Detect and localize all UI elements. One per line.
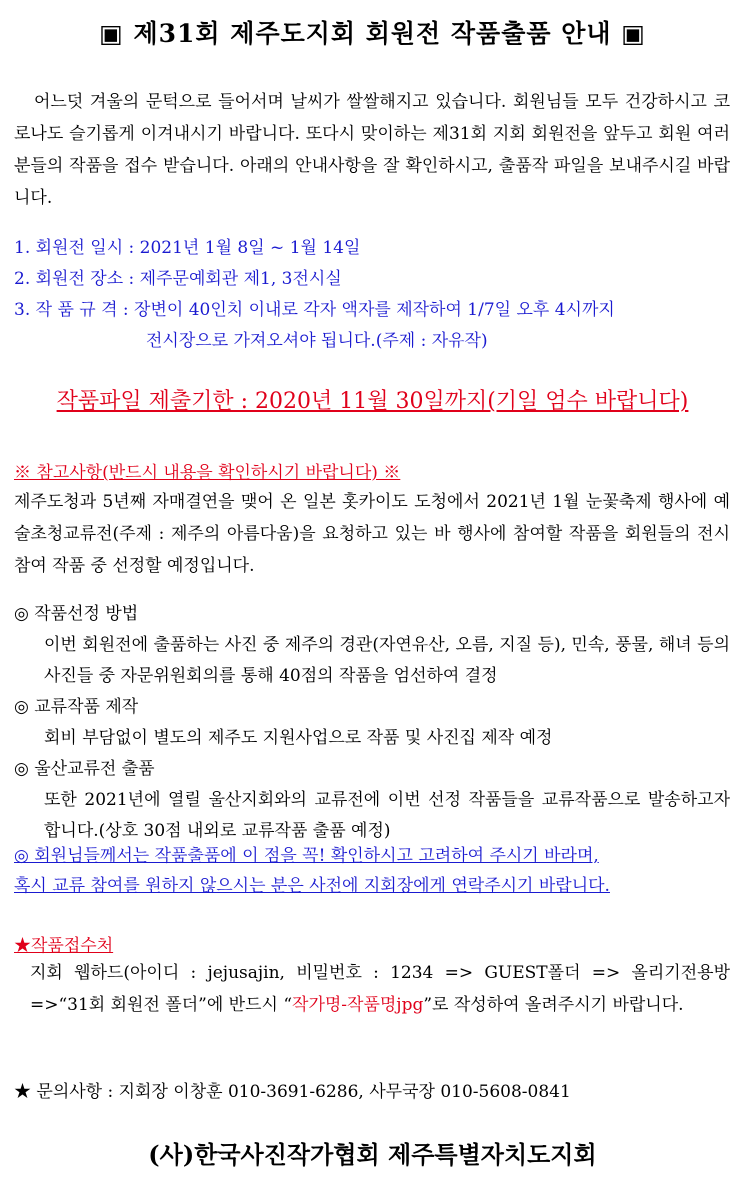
contact-info: ★ 문의사항 : 지회장 이창훈 010-3691-6286, 사무국장 010-5608-0841 (14, 1082, 571, 1102)
submission-deadline: 작품파일 제출기한 : 2020년 11월 30일까지(기일 엄수 바랍니다) (56, 389, 689, 414)
notice-line-1: ◎ 회원님들께서는 작품출품에 이 점을 꼭! 확인하시고 고려하여 주시기 바라며, (14, 846, 599, 866)
section-ulsan-exchange-title: ◎ 울산교류전 출품 (14, 759, 155, 779)
reception-heading: ★작품접수처 (14, 936, 114, 956)
reference-heading: ※ 참고사항(반드시 내용을 확인하시기 바랍니다) ※ (14, 463, 401, 483)
section-exchange-production-body: 회비 부담없이 별도의 제주도 지원사업으로 작품 및 사진집 제작 예정 (44, 728, 553, 748)
filename-format-highlight: 작가명-작품명jpg (292, 995, 424, 1015)
section-exchange-production-title: ◎ 교류작품 제작 (14, 697, 139, 717)
section-ulsan-exchange-body: 또한 2021년에 열릴 울산지회와의 교류전에 이번 선정 작품들을 교류작품으로 발송하고자 합니다.(상호 30점 내외로 교류작품 출품 예정) (44, 790, 730, 841)
reception-text-before: 지회 웹하드(아이디 : jejusajin, 비밀번호 : 1234 => GUEST폴더 => 올리기전용방 =>“31회 회원전 폴더”에 반드시 “ (30, 963, 730, 1015)
notice-line-2: 혹시 교류 참여를 원하지 않으시는 분은 사전에 지회장에게 연락주시기 바랍니다. (14, 876, 610, 896)
info-venue: 2. 회원전 장소 : 제주문예회관 제1, 3전시실 (14, 269, 342, 289)
info-spec-continued: 전시장으로 가져오셔야 됩니다.(주제 : 자유작) (146, 331, 488, 351)
organization-footer: (사)한국사진작가협회 제주특별자치도지회 (148, 1140, 597, 1169)
section-selection-method-body: 이번 회원전에 출품하는 사진 중 제주의 경관(자연유산, 오름, 지질 등), 민속, 풍물, 해녀 등의 사진들 중 자문위원회의를 통해 40점의 작품을 엄선하여 결정 (44, 635, 730, 686)
intro-paragraph: 어느덧 겨울의 문턱으로 들어서며 날씨가 쌀쌀해지고 있습니다. 회원님들 모두 건강하시고 코로나도 슬기롭게 이겨내시기 바랍니다. 또다시 맞이하는 제31회 지회 회원전을 앞두고 회원 여러분들의 작품을 접수 받습니다. 아래의 안내사항을 잘 확인하시고, 출품작 파일을 보내주시길 바랍니다. (14, 92, 730, 208)
section-selection-method-title: ◎ 작품선정 방법 (14, 604, 139, 624)
reference-body: 제주도청과 5년째 자매결연을 맺어 온 일본 홋카이도 도청에서 2021년 1월 눈꽃축제 행사에 예술초청교류전(주제 : 제주의 아름다움)을 요청하고 있는 바 행사에 참여할 작품을 회원들의 전시 참여 작품 중 선정할 예정입니다. (14, 492, 730, 576)
reception-body (30, 957, 730, 1021)
event-info-list (14, 233, 730, 357)
reception-text-after: ”로 작성하여 올려주시기 바랍니다. (423, 995, 684, 1015)
page-title: ▣ 제31회 제주도지회 회원전 작품출품 안내 ▣ (99, 19, 646, 48)
info-date: 1. 회원전 일시 : 2021년 1월 8일 ~ 1월 14일 (14, 238, 361, 258)
member-notice (14, 841, 730, 901)
info-spec: 3. 작 품 규 격 : 장변이 40인치 이내로 각자 액자를 제작하여 1/7일 오후 4시까지 (14, 300, 615, 320)
selection-details (14, 599, 730, 847)
